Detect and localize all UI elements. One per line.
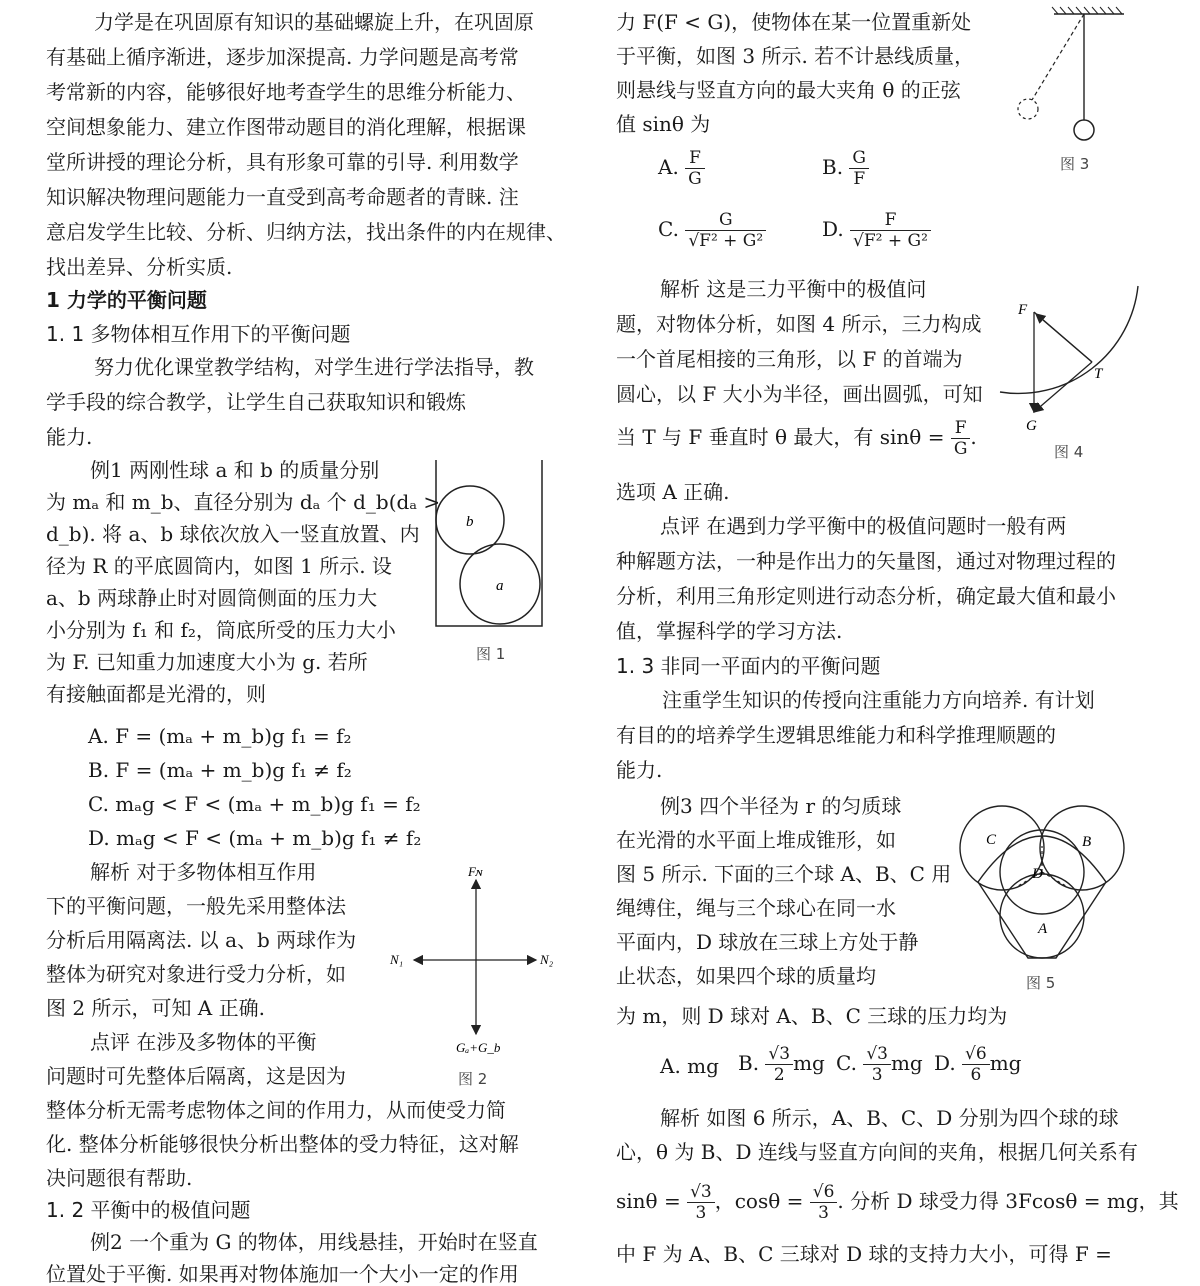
ex2-option-c: C. $\frac{G}{\text{√F² + G²}}$	[658, 210, 766, 251]
ex2-option-d: D. $\frac{F}{\text{√F² + G²}}$	[822, 210, 931, 251]
ball-b-label: b	[466, 514, 474, 530]
example-line: 例2 一个重为 G 的物体，用线悬挂，开始时在竖直	[90, 1230, 538, 1254]
paragraph-line: 能力.	[616, 758, 663, 782]
figure-2-force-diagram	[376, 862, 576, 1062]
figure-5-stacked-balls	[956, 800, 1128, 964]
comment-line: 决问题很有帮助.	[46, 1166, 193, 1190]
analysis-line: 下的平衡问题，一般先采用整体法	[46, 894, 346, 918]
analysis-line: 整体为研究对象进行受力分析，如	[46, 962, 346, 986]
analysis-line: 当 T 与 F 垂直时 θ 最大，有 sinθ = $\frac{F}{G}$ .	[616, 418, 977, 459]
example-line: 图 5 所示. 下面的三个球 A、B、C 用	[616, 862, 952, 886]
comment-line: 值，掌握科学的学习方法.	[616, 619, 843, 643]
figure-4-caption: 图 4	[1054, 443, 1084, 461]
fig5-d-label: D	[1032, 866, 1043, 882]
example-line: 例3 四个半径为 r 的匀质球	[660, 794, 902, 818]
analysis-line: 解析 这是三力平衡中的极值问	[660, 277, 927, 301]
figure-3-pendulum	[1012, 6, 1132, 146]
example-line: 有接触面都是光滑的，则	[46, 682, 266, 706]
intro-line: 有基础上循序渐进，逐步加深提高. 力学问题是高考常	[46, 45, 519, 69]
fig4-f-label: F	[1018, 302, 1028, 318]
figure-4-force-triangle	[988, 284, 1148, 436]
ex3-option-a: A. mg	[660, 1054, 719, 1078]
option-b: B. F = (mₐ + m_b)g f₁ ≠ f₂	[88, 758, 352, 782]
paragraph-line: 注重学生知识的传授向注重能力方向培养. 有计划	[662, 688, 1095, 712]
ball-a-label: a	[496, 578, 504, 594]
analysis-line: 心，θ 为 B、D 连线与竖直方向间的夹角，根据几何关系有	[616, 1140, 1138, 1164]
section-heading-1: 1 力学的平衡问题	[46, 288, 207, 312]
g-label: Gₐ+G_b	[456, 1040, 501, 1055]
figure-1-cylinder	[430, 458, 550, 633]
intro-line: 考常新的内容，能够很好地考查学生的思维分析能力、	[46, 80, 526, 104]
comment-line: 种解题方法，一种是作出力的矢量图，通过对物理过程的	[616, 549, 1116, 573]
example-line: 在光滑的水平面上堆成锥形，如	[616, 828, 896, 852]
ball-a	[1000, 874, 1084, 958]
figure-2-caption: 图 2	[458, 1070, 488, 1088]
ex3-option-b: B. $\frac{√3}{2}$ mg	[738, 1044, 825, 1085]
analysis-line: 分析后用隔离法. 以 a、b 两球作为	[46, 928, 357, 952]
option-d: D. mₐg < F < (mₐ + m_b)g f₁ ≠ f₂	[88, 826, 422, 850]
example-line: 为 m，则 D 球对 A、B、C 三球的压力均为	[616, 1004, 1008, 1028]
figure-5-caption: 图 5	[1026, 974, 1056, 992]
example-line: 力 F(F < G)，使物体在某一位置重新处	[616, 10, 972, 34]
paragraph-line: 努力优化课堂教学结构，对学生进行学法指导，教	[94, 355, 534, 379]
example-line: 止状态，如果四个球的质量均	[616, 964, 876, 988]
section-heading-1-2: 1. 2 平衡中的极值问题	[46, 1198, 251, 1222]
section-heading-1-3: 1. 3 非同一平面内的平衡问题	[616, 654, 881, 678]
fn-label: Fɴ	[468, 864, 483, 879]
comment-line: 点评 在遇到力学平衡中的极值问题时一般有两	[660, 514, 1067, 538]
example-line: 为 F. 已知重力加速度大小为 g. 若所	[46, 650, 368, 674]
ex3-option-c: C. $\frac{√3}{3}$ mg	[836, 1044, 923, 1085]
comment-line: 化. 整体分析能够很快分析出整体的受力特征，这对解	[46, 1132, 519, 1156]
intro-line: 力学是在巩固原有知识的基础螺旋上升，在巩固原	[94, 10, 534, 34]
fig5-a-label: A	[1038, 921, 1048, 937]
comment-line: 问题时可先整体后隔离，这是因为	[46, 1064, 346, 1088]
fig5-c-label: C	[986, 832, 997, 848]
comment-line: 点评 在涉及多物体的平衡	[90, 1030, 317, 1054]
example-line: 例1 两刚性球 a 和 b 的质量分别	[90, 458, 380, 482]
fig4-t-label: T	[1094, 366, 1103, 382]
figure-3-caption: 图 3	[1060, 155, 1090, 173]
analysis-line: 一个首尾相接的三角形，以 F 的首端为	[616, 347, 963, 371]
analysis-line: 解析 如图 6 所示，A、B、C、D 分别为四个球的球	[660, 1106, 1119, 1130]
example-line: d_b). 将 a、b 球依次放入一竖直放置、内	[46, 522, 420, 546]
figure-1-caption: 图 1	[476, 645, 506, 663]
analysis-line: sinθ = $\frac{√3}{3}$ ，cosθ = $\frac{√6}{3}$ . 分析 D 球受力得 3Fcosθ = mg，其	[616, 1182, 1179, 1223]
example-line: 径为 R 的平底圆筒内，如图 1 所示. 设	[46, 554, 392, 578]
intro-line: 空间想象能力、建立作图带动题目的消化理解，根据课	[46, 115, 526, 139]
example-line: a、b 两球静止时对圆筒侧面的压力大	[46, 586, 378, 610]
example-line: 位置处于平衡. 如果再对物体施加一个大小一定的作用	[46, 1262, 519, 1286]
example-line: 值 sinθ 为	[616, 112, 711, 136]
option-c: C. mₐg < F < (mₐ + m_b)g f₁ = f₂	[88, 792, 421, 816]
analysis-line: 选项 A 正确.	[616, 480, 730, 504]
example-line: 为 mₐ 和 m_b、直径分别为 dₐ 个 d_b(dₐ >	[46, 490, 441, 514]
paragraph-line: 学手段的综合教学，让学生自己获取知识和锻炼	[46, 390, 466, 414]
option-a: A. F = (mₐ + m_b)g f₁ = f₂	[88, 724, 352, 748]
analysis-line: 题，对物体分析，如图 4 所示，三力构成	[616, 312, 982, 336]
ex3-option-d: D. $\frac{√6}{6}$ mg	[934, 1044, 1022, 1085]
ex2-option-a: A. $\frac{F}{G}$	[658, 148, 705, 189]
intro-line: 意启发学生比较、分析、归纳方法，找出条件的内在规律、	[46, 220, 566, 244]
example-line: 则悬线与竖直方向的最大夹角 θ 的正弦	[616, 78, 961, 102]
intro-line: 堂所讲授的理论分析，具有形象可靠的引导. 利用数学	[46, 150, 519, 174]
section-heading-1-1: 1. 1 多物体相互作用下的平衡问题	[46, 322, 351, 346]
comment-line: 整体分析无需考虑物体之间的作用力，从而使受力简	[46, 1098, 506, 1122]
intro-line: 知识解决物理问题能力一直受到高考命题者的青睐. 注	[46, 185, 519, 209]
n1-label: N₁	[390, 952, 404, 967]
fig5-b-label: B	[1082, 834, 1092, 850]
analysis-line: 解析 对于多物体相互作用	[90, 860, 317, 884]
analysis-line: 圆心，以 F 大小为半径，画出圆弧，可知	[616, 382, 983, 406]
analysis-line: 图 2 所示，可知 A 正确.	[46, 996, 265, 1020]
fig4-g-label: G	[1026, 418, 1037, 434]
paragraph-line: 有目的的培养学生逻辑思维能力和科学推理顺题的	[616, 723, 1056, 747]
analysis-line: 中 F 为 A、B、C 三球对 D 球的支持力大小，可得 F =	[616, 1242, 1112, 1266]
paragraph-line: 能力.	[46, 425, 93, 449]
intro-line: 找出差异、分析实质.	[46, 255, 233, 279]
example-line: 于平衡，如图 3 所示. 若不计悬线质量，	[616, 44, 975, 68]
example-line: 平面内，D 球放在三球上方处于静	[616, 930, 919, 954]
example-line: 小分别为 f₁ 和 f₂，筒底所受的压力大小	[46, 618, 396, 642]
example-line: 绳缚住，绳与三个球心在同一水	[616, 896, 896, 920]
ex2-option-b: B. $\frac{G}{F}$	[822, 148, 869, 189]
comment-line: 分析，利用三角形定则进行动态分析，确定最大值和最小	[616, 584, 1116, 608]
n2-label: N₂	[540, 952, 554, 967]
